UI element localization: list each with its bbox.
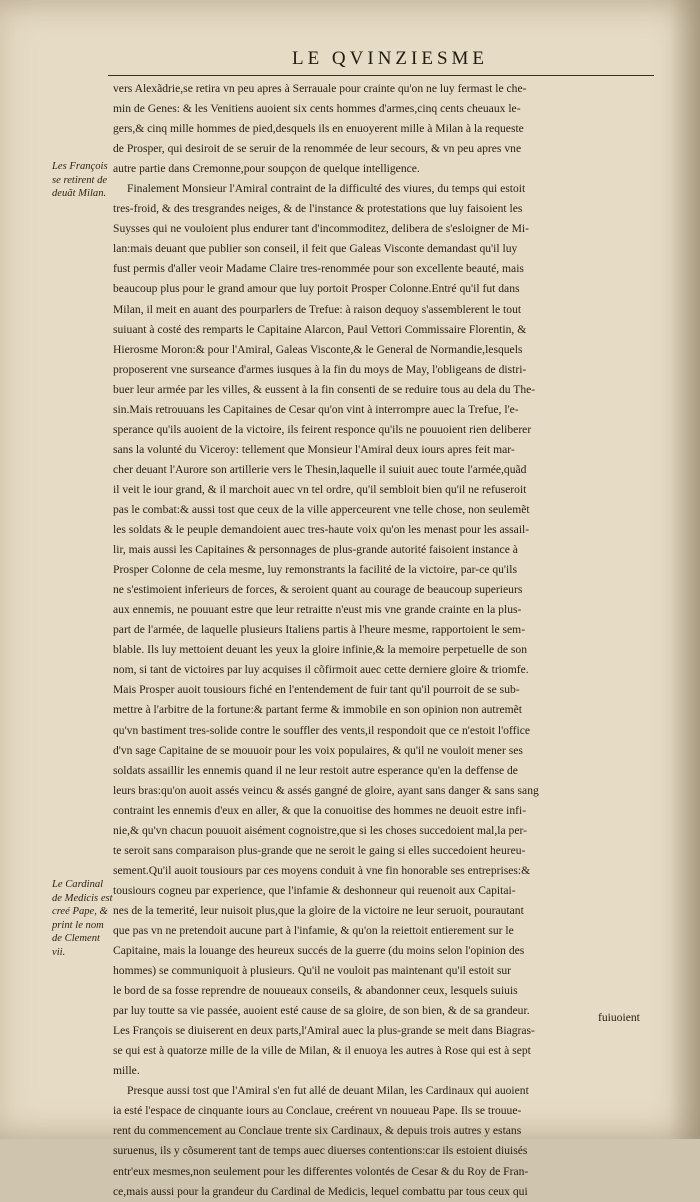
text-line: pas le combat:& aussi tost que ceux de la ville apperceurent vne telle chose, non seulemẽt — [113, 502, 530, 516]
text-line: que pas vn ne pretendoit aucune part à l'infamie, & qu'on la reiettoit entierement sur le — [113, 923, 514, 937]
text-line: buer leur armée par les villes, & eussent à la fin consenti de se reduire tous au dela du The- — [113, 382, 536, 396]
text-line: hommes) se communiquoit à plusieurs. Qu'il ne vouloit pas maintenant qu'il estoit sur — [113, 964, 511, 978]
text-line: Suysses qui ne vouloient plus endurer tant d'incommoditez, delibera de s'esloigner de Mi- — [113, 222, 529, 236]
text-line: sin.Mais retrouuans les Capitaines de Cesar qu'on vint à interrompre auec la Trefue, l'e- — [113, 402, 519, 416]
text-line: suiuant à costé des remparts le Capitaine Alarcon, Paul Vettori Commissaire Florentin, & — [113, 322, 527, 336]
text-line: mille. — [113, 1064, 140, 1078]
text-line: beaucoup plus pour le grand amour que luy portoit Prosper Colonne.Entré qu'il fut dans — [113, 282, 520, 296]
text-line: suruenus, ils y cõsumerent tant de temps auec diuerses contentions:car ils estoient diuisés — [113, 1144, 528, 1158]
text-line: ce,mais aussi pour la grandeur du Cardinal de Medicis, lequel combattu par tous ceux qui — [113, 1184, 528, 1198]
text-line: sans la volunté du Viceroy: tellement que Monsieur l'Amiral deux iours apres feit mar- — [113, 442, 515, 456]
text-line: Milan, il meit en auant des pourparlers de Trefue: à raison dequoy s'assemblerent le tout — [113, 302, 522, 316]
text-line: Prosper Colonne de cela mesme, luy remonstrants la facilité de la victoire, par-ce qu'ils — [113, 563, 517, 577]
text-line: vers Alexãdrie,se retira vn peu apres à Serrauale pour crainte qu'on ne luy fermast le che- — [113, 82, 527, 95]
margin-note: Les François se retirent de deuãt Milan. — [52, 161, 108, 200]
text-line: ne s'estimoient inferieurs de forces, & seroient quant au courage de beaucoup superieurs — [113, 583, 523, 597]
text-line: cher deuant l'Aurore son artillerie vers le Thesin,laquelle il suiuit auec toute l'armée,quãd — [113, 462, 527, 476]
page-edge-shadow — [670, 0, 700, 1139]
margin-note: Le Cardinal de Medicis est creé Pape, & print le nom de Clement vii. — [52, 879, 113, 958]
text-line: se qui est à quatorze mille de la ville de Milan, & il enuoya les autres à Rose qui est à sept — [113, 1044, 531, 1058]
text-line: leurs bras:qu'on auoit assés veincu & assés gangné de gloire, ayant sans danger & sans sang — [113, 783, 539, 797]
text-line: il veit le iour grand, & il marchoit auec vn tel ordre, qu'il sembloit bien qu'il ne refuseroit — [113, 482, 527, 496]
catchword: fuiuoient — [598, 1011, 640, 1024]
text-line: aux ennemis, ne pouuant estre que leur retraitte n'eust mis vne grande crainte en la plus- — [113, 603, 522, 617]
text-line: nes de la temerité, leur nuisoit plus,que la gloire de la victoire ne leur seruoit, pourautant — [113, 903, 524, 917]
text-line: proposerent vne surseance d'armes iusques à la fin du moys de May, l'obligeans de distri- — [113, 362, 527, 376]
text-line: lir, mais aussi les Capitaines & personnages de plus-grande autorité faisoient instance à — [113, 543, 518, 557]
text-line: d'vn sage Capitaine de se mouuoir pour les voix populaires, & qu'il ne vouloit mener ses — [113, 743, 523, 757]
text-line: sement.Qu'il auoit tousiours par ces moyens conduit à vne fin honorable ses entreprises:& — [113, 863, 531, 877]
body-text — [113, 79, 655, 1202]
text-line: sperance qu'ils auoient de la victoire, ils feirent responce qu'ils ne pouuoient rien deliberer — [113, 422, 532, 436]
text-line: de Prosper, qui desiroit de se seruir de la renommée de leur secours, & vn peu apres vne — [113, 142, 522, 156]
text-line: contraint les ennemis d'eux en aller, & que la conuoitise des hommes ne deuoit estre infi- — [113, 803, 527, 817]
text-line: tres-froid, & des tresgrandes neiges, & de l'instance & protestations que luy faisoient les — [113, 202, 523, 216]
text-line: par luy toutte sa vie passée, auoient esté cause de sa gloire, de son bien, & de sa grandeur. — [113, 1004, 530, 1018]
text-line: ia esté l'espace de cinquante iours au Conclaue, creérent vn nouueau Pape. Ils se trouue- — [113, 1104, 522, 1118]
text-line: Presque aussi tost que l'Amiral s'en fut allé de deuant Milan, les Cardinaux qui auoient — [127, 1084, 529, 1098]
header-rule — [108, 75, 654, 76]
text-line: mettre à l'arbitre de la fortune:& partant ferme & immobile en son opinion non autremẽt — [113, 703, 523, 717]
text-line: soldats assaillir les ennemis quand il ne leur restoit autre esperance qu'en la deffense de — [113, 763, 518, 777]
text-line: part de l'armée, de laquelle plusieurs Italiens partis à l'heure mesme, rapportoient le sem- — [113, 623, 526, 637]
text-line: nie,& qu'vn chacun pouuoit aisément cognoistre,que si les choses succedoient mal,la per- — [113, 823, 527, 837]
text-line: Hierosme Moron:& pour l'Amiral, Galeas Visconte,& le General de Normandie,lesquels — [113, 342, 523, 356]
running-head: LE QVINZIESME — [291, 48, 489, 69]
text-line: Finalement Monsieur l'Amiral contraint de la difficulté des viures, du temps qui estoit — [127, 182, 526, 196]
text-line: gers,& cinq mille hommes de pied,desquels ils en enuoyerent mille à Milan à la requeste — [113, 122, 524, 136]
text-line: entr'eux mesmes,non seulement pour les differentes volontés de Cesar & du Roy de Fran- — [113, 1164, 529, 1178]
text-line: les soldats & le peuple demandoient auec tres-haute voix qu'on les menast pour les assail- — [113, 523, 530, 537]
text-line: le bord de sa fosse reprendre de nouueaux conseils, & abandonner ceux, lesquels suiuis — [113, 984, 518, 998]
text-line: nom, si tant de victoires par luy acquises il cõfirmoit auec cette derniere gloire & triomfe. — [113, 663, 529, 677]
text-line: min de Genes: & les Venitiens auoient six cents hommes d'armes,cinq cents cheuaux le- — [113, 102, 521, 116]
text-line: autre partie dans Cremonne,pour soupçon de quelque intelligence. — [113, 162, 420, 176]
text-line: rent du commencement au Conclaue trente six Cardinaux, & depuis trois autres y estans — [113, 1124, 522, 1138]
text-line: blable. Ils luy mettoient deuant les yeux la gloire infinie,& la memoire perpetuelle de son — [113, 643, 528, 657]
text-line: qu'vn bastiment tres-solide contre le souffler des vents,il respondoit que ce n'estoit l'office — [113, 723, 530, 737]
text-line: Capitaine, mais la louange des heureux succés de la guerre (du moins selon l'opinion des — [113, 944, 525, 958]
text-line: te seroit sans comparaison plus-grande que ne seroit le gaing si elles succedoient heureu- — [113, 843, 526, 857]
text-line: Les François se diuiserent en deux parts,l'Amiral auec la plus-grande se meit dans Biagras- — [113, 1024, 535, 1038]
text-line: fust permis d'aller veoir Madame Claire tres-renommée pour son excellente beauté, mais — [113, 262, 524, 276]
text-line: lan:mais deuant que publier son conseil, il feit que Galeas Visconte demandast qu'il luy — [113, 242, 518, 256]
text-line: Mais Prosper auoit tousiours fiché en l'entendement de fuir tant qu'il pourroit de se sub- — [113, 683, 520, 697]
text-line: tousiours cogneu par experience, que l'infamie & deshonneur qui reuenoit aux Capitai- — [113, 883, 516, 897]
